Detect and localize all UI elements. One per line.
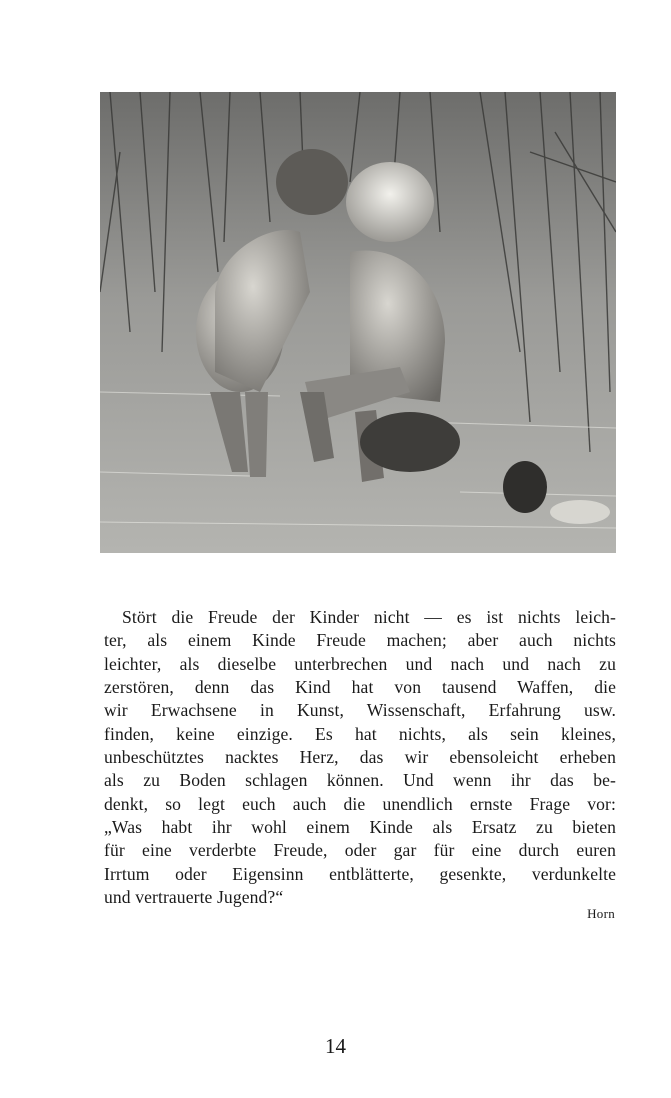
paragraph-line: finden, keine einzige. Es hat nichts, als sein kleines, (104, 723, 616, 744)
paragraph-line: als zu Boden schlagen können. Und wenn ihr das be- (104, 770, 616, 791)
paragraph-line: wir Erwachsene in Kunst, Wissenschaft, Erfahrung usw. (104, 700, 616, 721)
paragraph-line: Irrtum oder Eigensinn entblätterte, gesenkte, verdunkelte (104, 863, 616, 884)
paragraph-line: Stört die Freude der Kinder nicht — es ist nichts leich- (122, 607, 616, 627)
paragraph-line: leichter, als dieselbe unterbrechen und nach und nach zu (104, 653, 616, 674)
paragraph-line: für eine verderbte Freude, oder gar für eine durch euren (104, 840, 616, 861)
paragraph-line: ter, als einem Kinde Freude machen; aber auch nichts (104, 630, 616, 651)
photograph-children-in-water (100, 92, 616, 553)
author-attribution: Horn (587, 906, 615, 921)
page-number: 14 (325, 1034, 346, 1058)
paragraph-line: denkt, so legt euch auch die unendlich ernste Frage vor: (104, 793, 616, 814)
photo-illustration (100, 92, 616, 553)
quote-paragraph (104, 606, 616, 909)
paragraph-line: unbeschütztes nacktes Herz, das wir ebensoleicht erheben (104, 747, 616, 768)
paragraph-line: „Was habt ihr wohl einem Kinde als Ersatz zu bieten (104, 817, 616, 838)
paragraph-line: zerstören, denn das Kind hat von tausend Waffen, die (104, 677, 616, 698)
paragraph-line: und vertrauerte Jugend?“ (104, 887, 284, 908)
